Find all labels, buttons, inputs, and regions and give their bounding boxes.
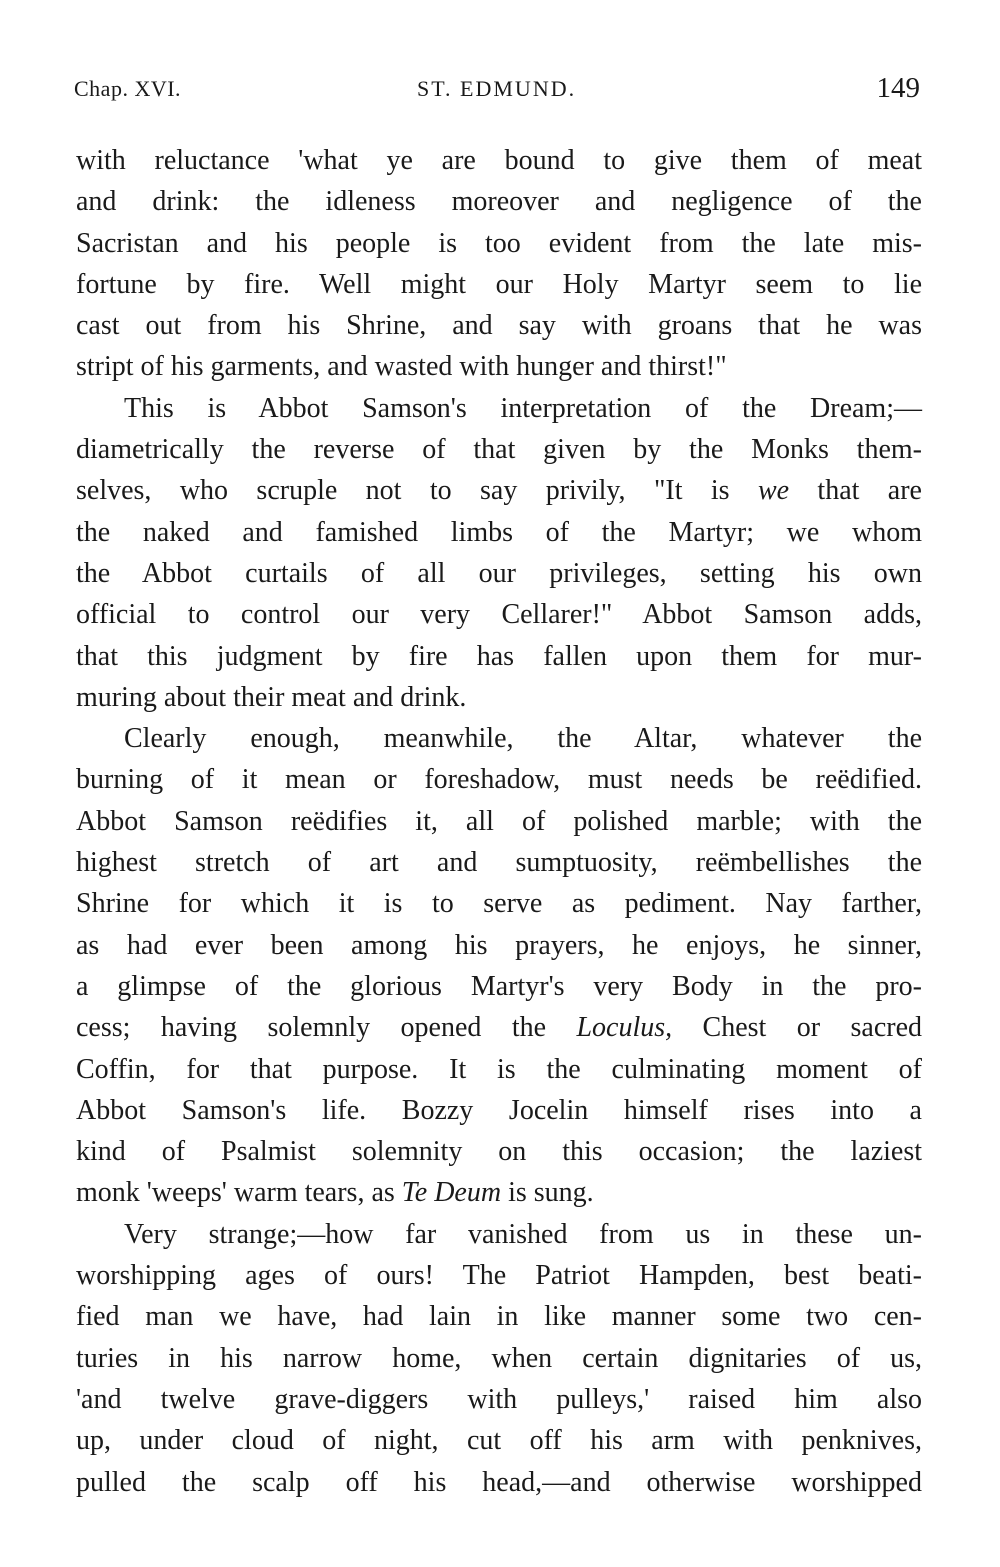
text-line: turies in his narrow home, when certain dignitaries of us, — [76, 1342, 922, 1374]
text-line: Abbot Samson reëdifies it, all of polished marble; with the — [76, 805, 922, 837]
text-line: up, under cloud of night, cut off his arm with penknives, — [76, 1425, 922, 1457]
text-line: Coffin, for that purpose. It is the culminating moment of — [76, 1053, 922, 1085]
text-line: with reluctance 'what ye are bound to give them of meat — [76, 145, 922, 176]
text-line: the Abbot curtails of all our privileges, setting his own — [76, 557, 922, 589]
text-line: the naked and famished limbs of the Martyr; we whom — [76, 516, 922, 548]
text-line: This is Abbot Samson's interpretation of the Dream;— — [124, 392, 922, 424]
text-line: selves, who scruple not to say privily, "It is we that are — [76, 475, 922, 507]
text-line: a glimpse of the glorious Martyr's very Body in the pro- — [76, 970, 922, 1002]
running-head — [74, 72, 920, 112]
text-line: as had ever been among his prayers, he enjoys, he sinner, — [76, 929, 922, 961]
italic-word: we — [757, 475, 790, 507]
text-line: Sacristan and his people is too evident from the late mis- — [76, 227, 922, 259]
page-number: 149 — [876, 72, 920, 104]
running-title: ST. EDMUND. — [417, 76, 577, 101]
text-line: official to control our very Cellarer!" Abbot Samson adds, — [76, 599, 922, 631]
text-line: 'and twelve grave-diggers with pulleys,' raised him also — [76, 1383, 922, 1415]
text-line: monk 'weeps' warm tears, as Te Deum is sung. — [76, 1177, 594, 1209]
text-line: Abbot Samson's life. Bozzy Jocelin himself rises into a — [76, 1094, 922, 1126]
italic-word: Loculus, — [576, 1012, 673, 1044]
text-line: diametrically the reverse of that given by the Monks them- — [76, 434, 922, 466]
text-line: pulled the scalp off his head,—and otherwise worshipped — [76, 1466, 922, 1498]
text-line: Shrine for which it is to serve as pediment. Nay farther, — [76, 888, 922, 920]
text-line: stript of his garments, and wasted with hunger and thirst!" — [76, 351, 727, 383]
text-line: worshipping ages of ours! The Patriot Hampden, best beati- — [76, 1260, 922, 1292]
text-line: Very strange;—how far vanished from us in these un- — [124, 1218, 922, 1250]
text-line: burning of it mean or foreshadow, must needs be reëdified. — [76, 764, 922, 796]
text-line: muring about their meat and drink. — [76, 681, 467, 713]
chapter-label: Chap. XVI. — [74, 76, 182, 101]
italic-word: Te Deum — [401, 1177, 502, 1209]
text-line: cast out from his Shrine, and say with groans that he was — [76, 310, 922, 342]
text-line: cess; having solemnly opened the Loculus, Chest or sacred — [76, 1012, 923, 1044]
text-line: kind of Psalmist solemnity on this occasion; the laziest — [76, 1136, 922, 1168]
text-line: that this judgment by fire has fallen upon them for mur- — [76, 640, 922, 672]
text-line: fortune by fire. Well might our Holy Martyr seem to lie — [76, 268, 922, 300]
body-text — [76, 140, 922, 1503]
text-line: fied man we have, had lain in like manner some two cen- — [76, 1301, 922, 1333]
text-line: and drink: the idleness moreover and negligence of the — [76, 186, 922, 218]
text-line: Clearly enough, meanwhile, the Altar, whatever the — [124, 723, 922, 755]
text-line: highest stretch of art and sumptuosity, reëmbellishes the — [76, 847, 922, 879]
